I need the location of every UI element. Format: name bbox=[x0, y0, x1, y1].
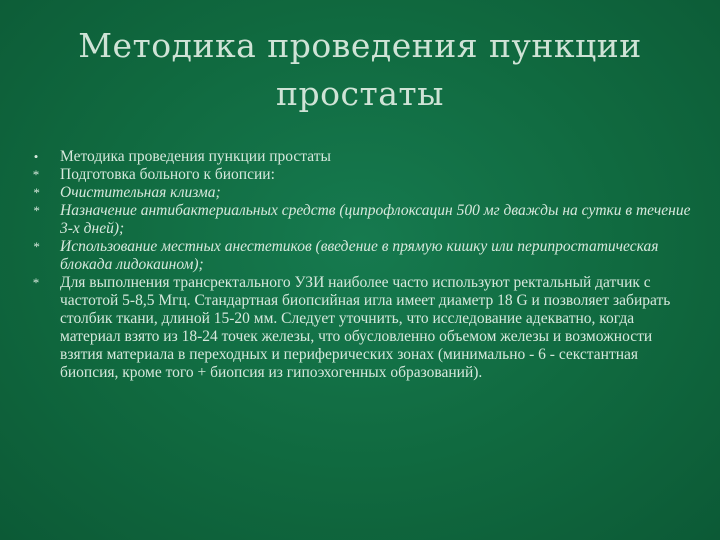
bullet-text: Для выполнения трансректального УЗИ наиболее часто используют ректальный датчик с частотой 5-8,5 Мгц. Стандартная биопсийная игла имеет диаметр 18 G и позволяет забирать столбик ткани, длиной 15-20 мм. Следует уточнить, что исследование адекватно, когда материал взято из 18-24 точек железы, что обусловленно объемом железы и возможности взятия материала в переходных и периферических зонах (минимально - 6 - секстантная биопсия, кроме того + биопсия из гипоэхогенных образований). bbox=[60, 274, 671, 381]
bullet-list bbox=[26, 148, 694, 382]
bullet-marker: * bbox=[32, 239, 40, 254]
bullet-text: Методика проведения пункции простаты bbox=[60, 148, 331, 165]
bullet-text: Очистительная клизма; bbox=[60, 184, 221, 201]
bullet-item-ultrasound bbox=[26, 274, 694, 382]
bullet-marker: • bbox=[33, 149, 39, 164]
bullet-item-enema bbox=[26, 184, 694, 202]
bullet-text: Подготовка больного к биопсии: bbox=[60, 166, 275, 183]
bullet-item-method bbox=[26, 148, 694, 166]
bullet-marker: * bbox=[32, 275, 40, 290]
bullet-item-antibiotics bbox=[26, 202, 694, 238]
bullet-marker: * bbox=[32, 203, 40, 218]
bullet-marker: * bbox=[32, 185, 40, 200]
bullet-marker: * bbox=[32, 167, 40, 182]
bullet-item-anesthetics bbox=[26, 238, 694, 274]
bullet-text: Использование местных анестетиков (введение в прямую кишку или перипростатическая блокада лидокаином); bbox=[60, 238, 659, 273]
slide-title: Методика проведения пункции простаты bbox=[78, 26, 642, 113]
bullet-text: Назначение антибактериальных средств (ципрофлоксацин 500 мг дважды на сутки в течение 3-х дней); bbox=[60, 202, 691, 237]
bullet-item-preparation bbox=[26, 166, 694, 184]
